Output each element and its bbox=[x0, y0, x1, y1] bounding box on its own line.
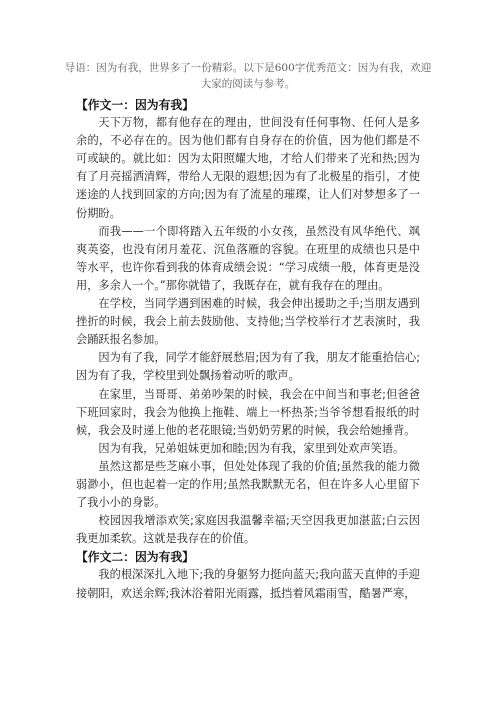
essay-1-paragraph: 而我——一个即将踏入五年级的小女孩，虽然没有风华绝代、飒爽英姿，也没有闭月羞花、沉鱼落雁的容貌。在班里的成绩也只是中等水平，也许你看到我的体育成绩会说：“学习成绩一般，体育更是没用，多余人一个。”那你就错了，我既存在，就有我存在的理由。 bbox=[76, 224, 420, 292]
intro-text: 导语：因为有我，世界多了一份精彩。以下是600字优秀范文：因为有我，欢迎大家的阅读与参考。 bbox=[64, 62, 432, 90]
essay-1-paragraph: 因为有我，兄弟姐妹更加和睦;因为有我，家里到处欢声笑语。 bbox=[98, 441, 405, 455]
essay-1-paragraph: 天下万物，都有他存在的理由，世间没有任何事物、任何人是多余的，不必存在的。因为他们都有自身存在的价值，因为他们都是不可或缺的。就比如：因为太阳照耀大地，才给人们带来了光和热;因为有了月亮摇洒清辉，带给人无限的遐想;因为有了北极星的指引，才使迷途的人找到回家的方向;因为有了流星的璀璨，让人们对梦想多了一份期盼。 bbox=[76, 116, 420, 220]
article-body bbox=[76, 96, 420, 603]
essay-1-paragraph: 虽然这都是些芝麻小事，但处处体现了我的价值;虽然我的能力微弱渺小，但也起着一定的作用;虽然我默默无名，但在许多人心里留下了我小小的身影。 bbox=[76, 459, 420, 510]
essay-1-paragraph: 校园因我增添欢笑;家庭因我温馨幸福;天空因我更加湛蓝;白云因我更加柔软。这就是我存在的价值。 bbox=[76, 514, 420, 546]
essay-2-heading: 【作文二：因为有我】 bbox=[76, 550, 194, 565]
essay-2-paragraph: 我的根深深扎入地下;我的身躯努力挺向蓝天;我向蓝天直伸的手迎接朝阳，欢送余辉;我沐浴着阳光雨露，抵挡着风霜雨雪，酷暑严寒， bbox=[76, 568, 420, 600]
essay-1-heading: 【作文一：因为有我】 bbox=[76, 98, 194, 112]
essay-1-paragraph: 在家里，当哥哥、弟弟吵架的时候，我会在中间当和事老;但爸爸下班回家时，我会为他换上拖鞋、端上一杯热茶;当爷爷想看报纸的时候，我会及时递上他的老花眼镜;当奶奶劳累的时候，我会给她捶背。 bbox=[76, 387, 420, 437]
essay-1-paragraph: 因为有了我，同学才能舒展愁眉;因为有了我，朋友才能重拾信心;因为有了我，学校里到处飘扬着动听的歌声。 bbox=[76, 351, 420, 383]
essay-1-paragraph: 在学校，当同学遇到困难的时候，我会伸出援助之手;当朋友遇到挫折的时候，我会上前去鼓励他、支持他;当学校举行才艺表演时，我会踊跃报名参加。 bbox=[76, 297, 420, 347]
